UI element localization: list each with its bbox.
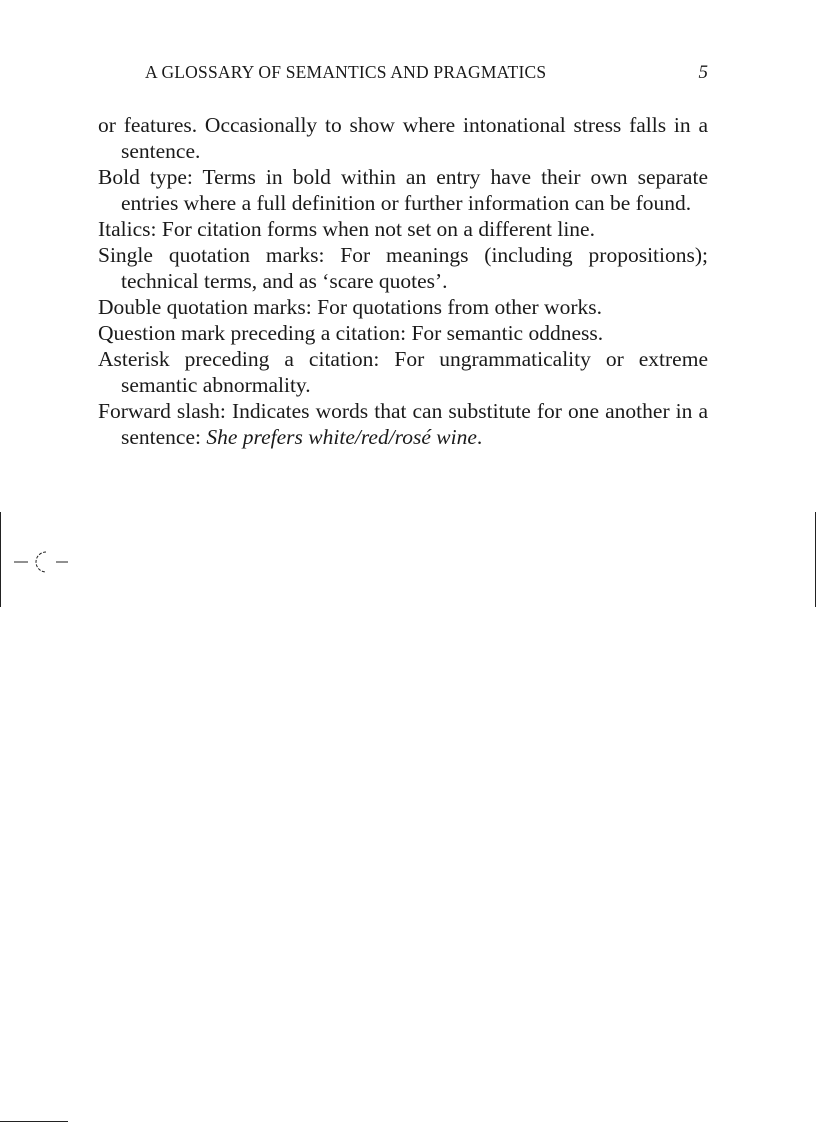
entry-continuation — [98, 112, 708, 164]
entry-text: Italics: For citation forms when not set on a different line. — [98, 217, 595, 241]
entry-text: or features. Occasionally to show where intonational stress falls in a sentence. — [98, 113, 708, 163]
entry-question-mark — [98, 320, 708, 346]
entry-text: Single quotation marks: For meanings (including propositions); technical terms, and as ‘scare quotes’. — [98, 243, 708, 293]
entry-text: Asterisk preceding a citation: For ungrammaticality or extreme semantic abnormality. — [98, 347, 708, 397]
entry-text: Double quotation marks: For quotations from other works. — [98, 295, 602, 319]
entry-bold-type — [98, 164, 708, 216]
entry-double-quotation-marks — [98, 294, 708, 320]
entry-text: Question mark preceding a citation: For semantic oddness. — [98, 321, 604, 345]
entry-asterisk — [98, 346, 708, 398]
entry-forward-slash — [98, 398, 708, 450]
running-head — [98, 62, 708, 88]
crop-mark-bottom — [0, 1121, 68, 1122]
page-number: 5 — [698, 62, 708, 83]
entry-text: Forward slash: Indicates words that can substitute for one another in a sentence: — [98, 399, 708, 449]
running-title: A GLOSSARY OF SEMANTICS AND PRAGMATICS — [145, 62, 547, 82]
entry-tail: . — [476, 425, 483, 449]
entry-single-quotation-marks — [98, 242, 708, 294]
registration-mark-icon — [14, 548, 70, 576]
body-text — [98, 112, 708, 450]
crop-mark-left — [0, 512, 1, 607]
entry-italics — [98, 216, 708, 242]
example-sentence: She prefers white/red/rosé wine — [206, 425, 477, 449]
entry-text: Bold type: Terms in bold within an entry have their own separate entries where a full definition or further information can be found. — [98, 165, 708, 215]
